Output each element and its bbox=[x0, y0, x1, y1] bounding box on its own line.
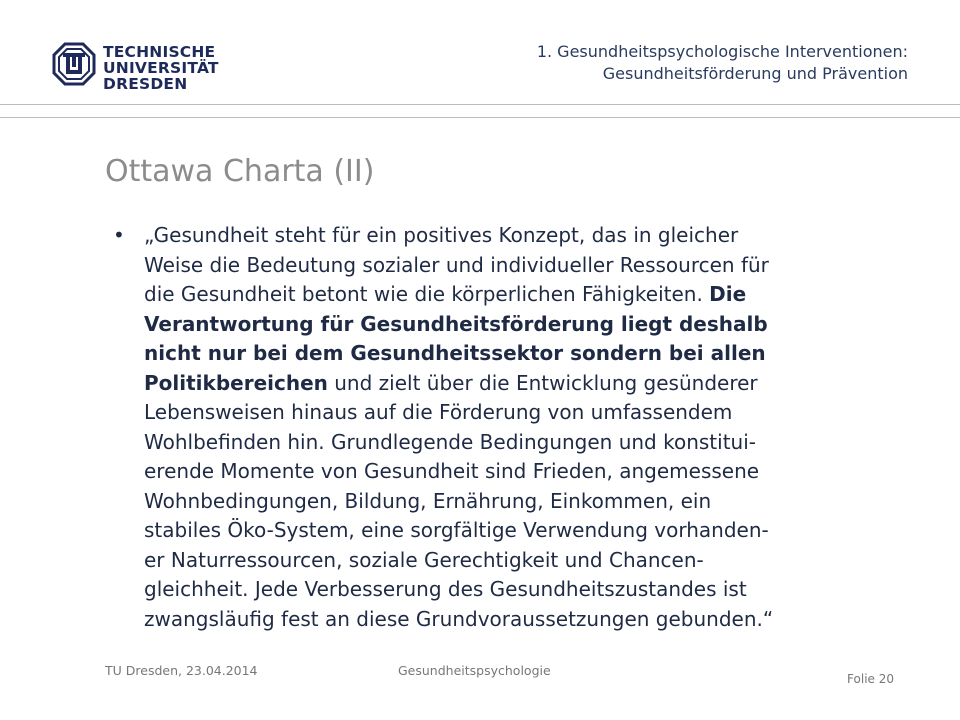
logo-line-3: DRESDEN bbox=[103, 75, 188, 93]
quote-line bbox=[144, 546, 913, 576]
logo-wordmark bbox=[103, 44, 219, 92]
quote-line-text: Wohlbefinden hin. Grundlegende Bedingungen und konstitui- bbox=[144, 429, 756, 454]
bullet-item bbox=[113, 221, 913, 634]
section-header-line-1: 1. Gesundheitspsychologische Interventionen: bbox=[536, 42, 908, 61]
quote-line bbox=[144, 457, 913, 487]
quote-line-text: die Gesundheit betont wie die körperlichen Fähigkeiten. bbox=[144, 282, 710, 306]
quote-text bbox=[144, 221, 913, 634]
tu-dresden-emblem-icon bbox=[52, 42, 96, 86]
tu-dresden-logo bbox=[52, 40, 219, 96]
quote-line-text: gleichheit. Jede Verbesserung des Gesundheitszustandes ist bbox=[144, 577, 747, 601]
quote-line-bold: Politikbereichen bbox=[144, 370, 328, 395]
section-header bbox=[388, 41, 908, 85]
footer-course: Gesundheitspsychologie bbox=[398, 663, 551, 678]
quote-line bbox=[144, 575, 913, 605]
quote-line-text: erende Momente von Gesundheit sind Frieden, angemessene bbox=[144, 459, 760, 483]
quote-line bbox=[144, 339, 913, 369]
quote-line bbox=[144, 398, 913, 428]
quote-line bbox=[144, 221, 913, 251]
quote-line bbox=[144, 280, 913, 310]
quote-line-text: stabiles Öko-System, eine sorgfältige Verwendung vorhanden- bbox=[144, 518, 769, 542]
quote-line-bold: nicht nur bei dem Gesundheitssektor sondern bei allen bbox=[144, 341, 766, 365]
section-header-line-2: Gesundheitsförderung und Prävention bbox=[602, 64, 908, 83]
header-divider-top bbox=[0, 104, 960, 105]
header-divider-bottom bbox=[0, 117, 960, 118]
footer-date: TU Dresden, 23.04.2014 bbox=[105, 663, 258, 678]
quote-line-text: Lebensweisen hinaus auf die Förderung von umfassendem bbox=[144, 400, 733, 424]
quote-line-bold: Die bbox=[709, 282, 747, 306]
quote-line bbox=[144, 369, 913, 399]
quote-line-text: zwangsläufig fest an diese Grundvoraussetzungen gebunden.“ bbox=[144, 606, 774, 631]
quote-line-text: und zielt über die Entwicklung gesünderer bbox=[327, 370, 758, 395]
quote-line bbox=[144, 516, 913, 546]
quote-line bbox=[144, 605, 913, 635]
quote-line bbox=[144, 251, 913, 281]
slide-title: Ottawa Charta (II) bbox=[105, 154, 375, 189]
bullet-icon: • bbox=[113, 223, 125, 247]
quote-line bbox=[144, 428, 913, 458]
slide-number: Folie 20 bbox=[847, 672, 894, 686]
bullet-list bbox=[113, 221, 913, 634]
quote-line-text: „Gesundheit steht für ein positives Konzept, das in gleicher bbox=[144, 223, 739, 247]
logo-line-2: UNIVERSITÄT bbox=[103, 59, 219, 77]
quote-line-text: Weise die Bedeutung sozialer und individueller Ressourcen für bbox=[144, 252, 769, 277]
quote-line-text: er Naturressourcen, soziale Gerechtigkeit und Chancen- bbox=[144, 547, 704, 572]
quote-line-bold: Verantwortung für Gesundheitsförderung liegt deshalb bbox=[144, 311, 768, 336]
quote-line-text: Wohnbedingungen, Bildung, Ernährung, Einkommen, ein bbox=[144, 488, 712, 513]
logo-line-1: TECHNISCHE bbox=[103, 43, 216, 61]
quote-line bbox=[144, 487, 913, 517]
quote-line bbox=[144, 310, 913, 340]
